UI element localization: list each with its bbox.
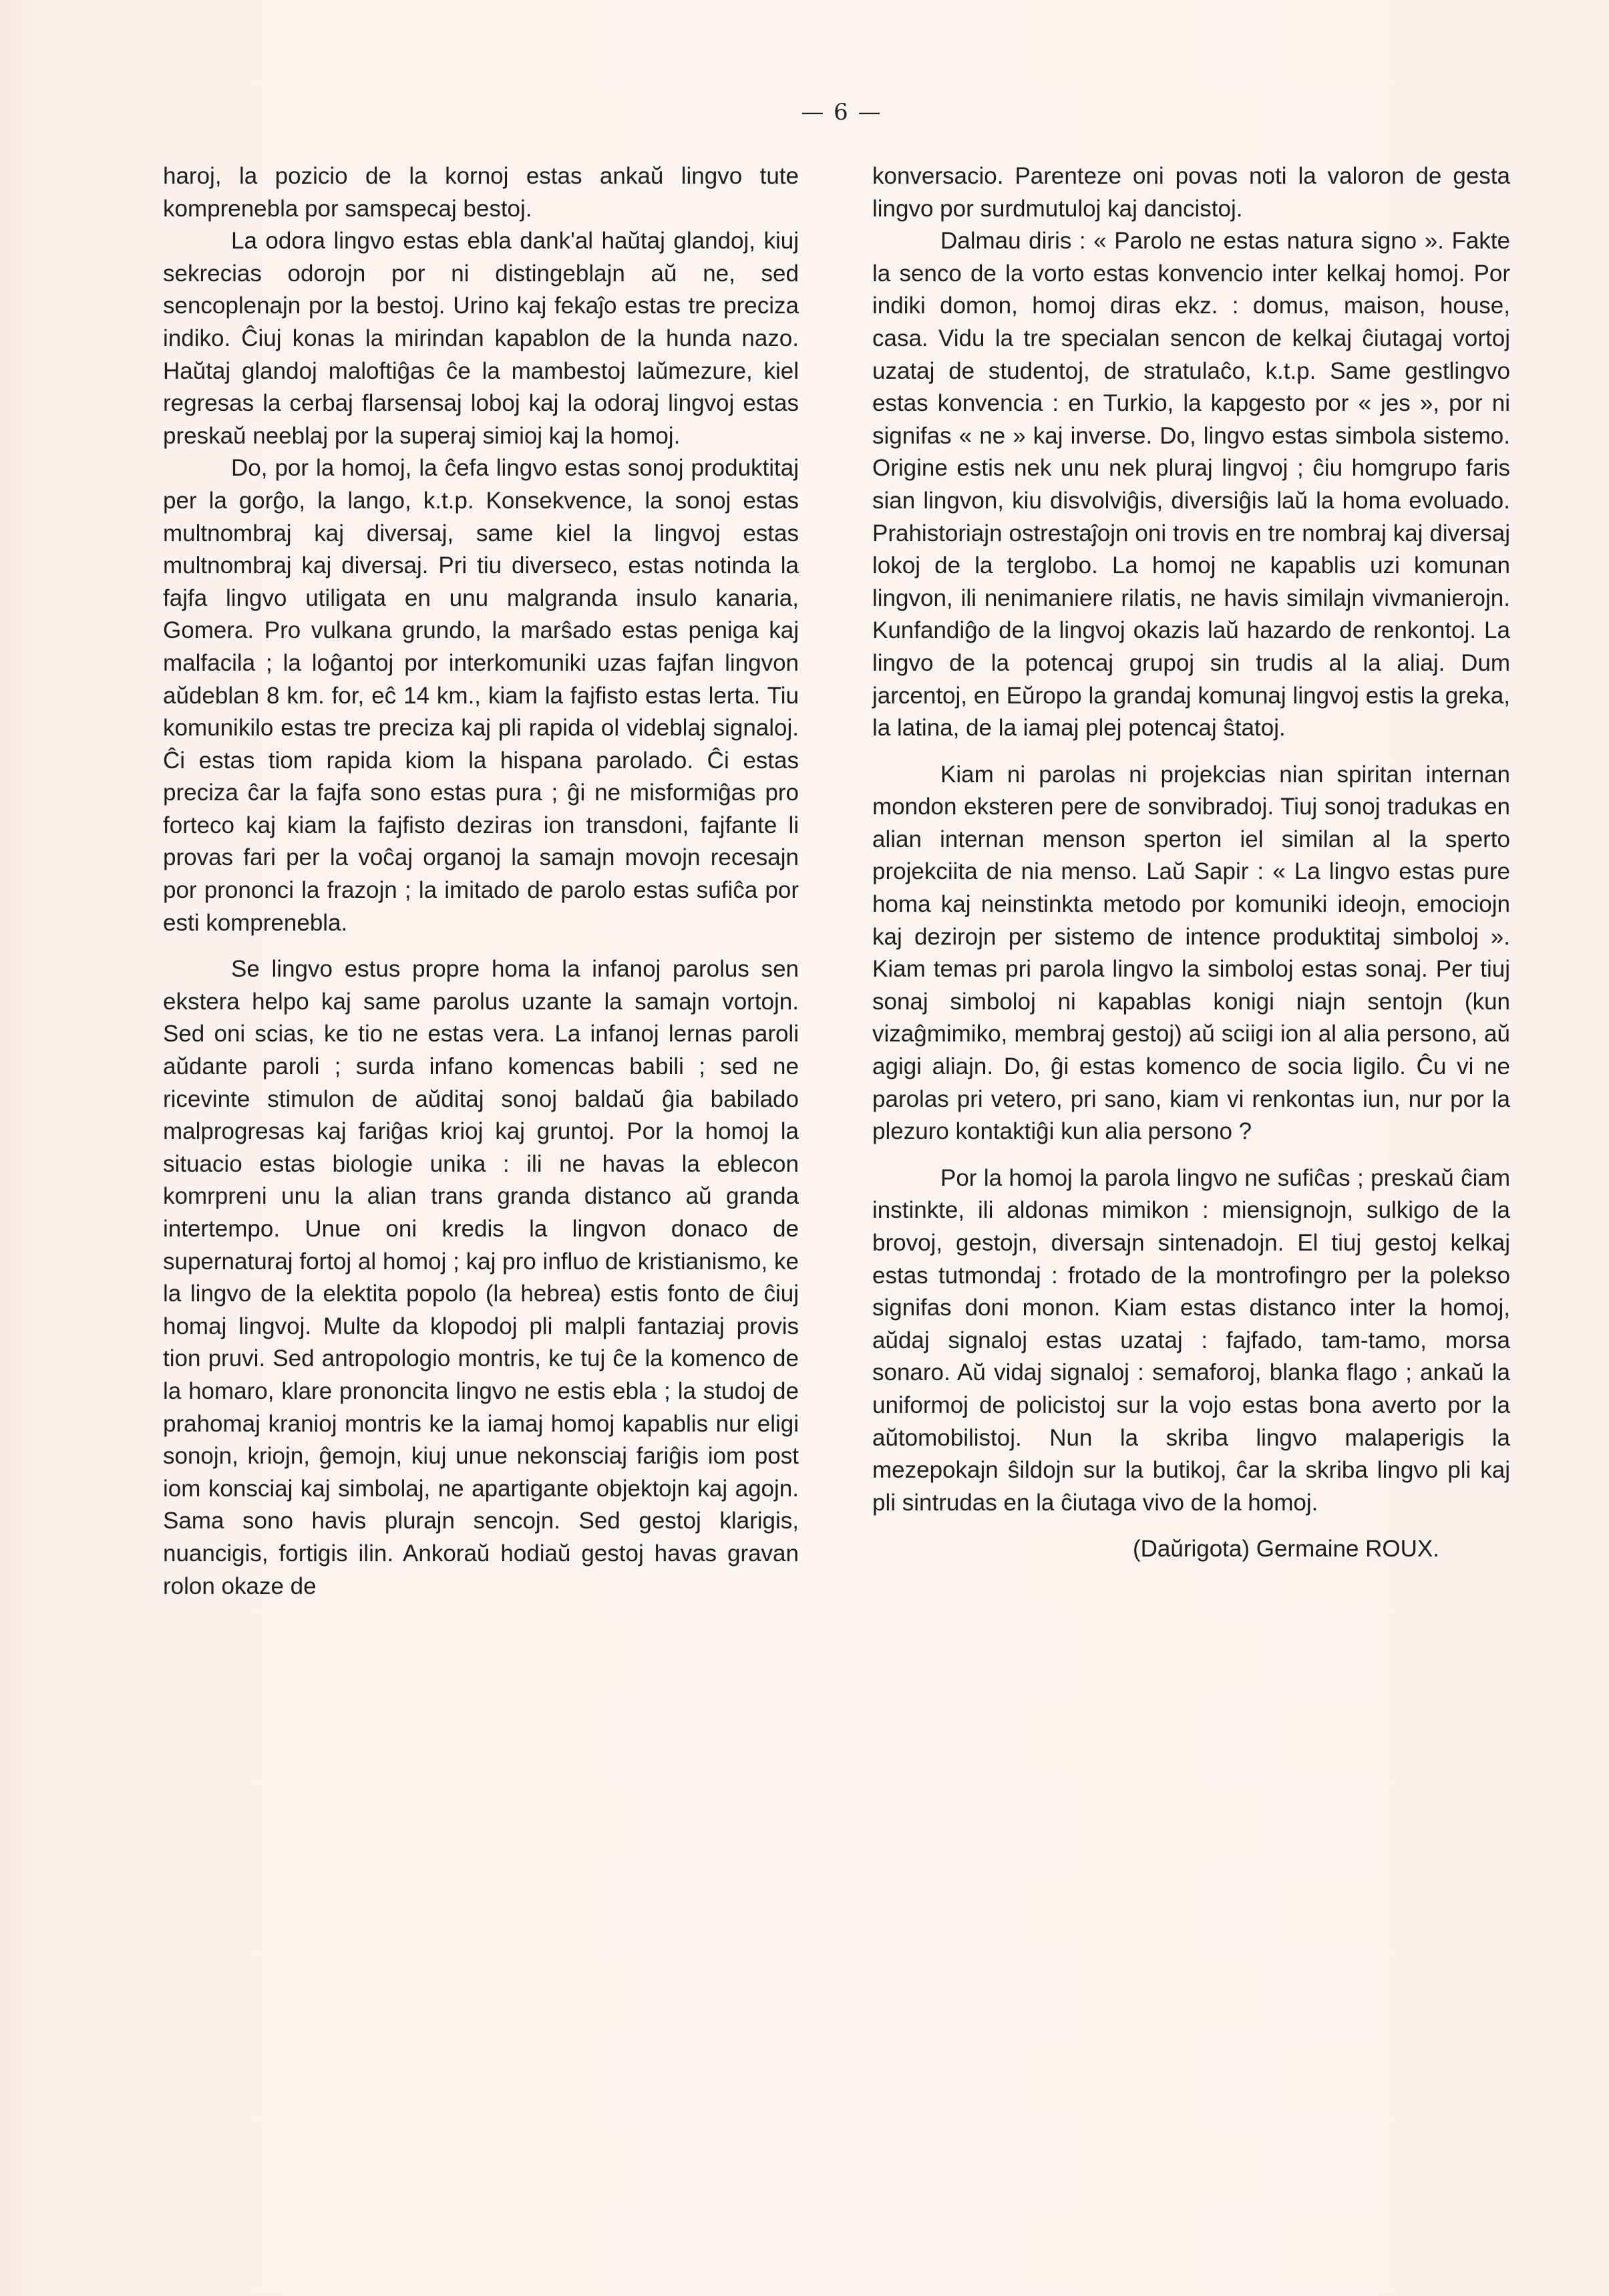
paragraph-1: haroj, la pozicio de la kornoj estas ankaŭ lingvo tute komprenebla por samspecaj bestoj. xyxy=(163,163,799,222)
paragraph-3: Do, por la homoj, la ĉefa lingvo estas sonoj produktitaj per la gorĝo, la lango, k.t.p. Konsekvence, la sonoj estas multnombraj kaj diversaj, same kiel la lingvoj estas multnombraj kaj diversaj. Pri tiu diverseco, estas notinda la fajfa lingvo utiligata en unu malgranda insulo kanaria, Gomera. Pro vulkana grundo, la marŝado estas peniga kaj malfacila ; la loĝantoj por interkomuniki uzas fajfan lingvon aŭdeblan 8 km. for, eĉ 14 km., kiam la fajfisto estas lerta. Tiu komunikilo estas tre preciza kaj pli rapida ol videblaj signaloj. Ĉi estas tiom rapida kiom la hispana parolado. Ĉi estas preciza ĉar la fajfa sono estas pura ; ĝi ne misformiĝas pro forteco kaj kiam la fajfisto deziras ion transdoni, fajfante li provas fari per la voĉaj organoj la samajn movojn recesajn por prononci la frazojn ; la imitado de parolo estas sufiĉa por esti komprenebla. xyxy=(163,455,799,936)
paragraph-8: Por la homoj la parola lingvo ne sufiĉas ; preskaŭ ĉiam instinkte, ili aldonas mimikon : miensignojn, sulkigo de la brovoj, gestojn, diversajn sintenadojn. El tiuj gestoj kelkaj estas tutmondaj : frotado de la montrofingro per la polekso signifas doni monon. Kiam estas distanco inter la homoj, aŭdaj signaloj estas uzataj : fajfado, tam-tamo, morsa sonaro. Aŭ vidaj signaloj : semaforoj, blanka flago ; ankaŭ la uniformoj de policistoj sur la vojo estas bona averto por la aŭtomobilistoj. Nun la skriba lingvo malaperigis la mezepokajn ŝildojn sur la butikoj, ĉar la skriba lingvo pli kaj pli sintrudas en la ĉiutaga vivo de la homoj. xyxy=(872,1164,1510,1516)
paragraph-7: Kiam ni parolas ni projekcias nian spiritan internan mondon eksteren pere de sonvibradoj. Tiuj sonoj tradukas en alian internan menson sperton iel similan al la sperto projekciita de nia menso. Laŭ Sapir : « La lingvo estas pure homa kaj neinstinkta metodo por komuniki ideojn, emociojn kaj dezirojn per sistemo de intence produktitaj simboloj ». Kiam temas pri parola lingvo la simboloj estas sonaj. Per tiuj sonaj simboloj ni kapablas konigi niajn sentojn (kun vizaĝmimiko, membraj gestoj) aŭ sciigi ion al alia persono, aŭ agigi aliajn. Do, ĝi estas komenco de socia ligilo. Ĉu vi ne parolas pri vetero, pri sano, kiam vi renkontas iun, nur por la plezuro kontaktiĝi kun alia persono ? xyxy=(872,761,1510,1145)
right-column xyxy=(872,160,1510,1566)
page-number: — 6 — xyxy=(801,99,882,126)
author-signature: (Daŭrigota) Germaine ROUX. xyxy=(1132,1536,1439,1563)
paragraph-2: La odora lingvo estas ebla dank'al haŭtaj glandoj, kiuj sekrecias odorojn por ni distingeblajn aŭ ne, sed sencoplenajn por la bestoj. Urino kaj fekaĵo estas tre preciza indiko. Ĉiuj konas la mirindan kapablon de la hunda nazo. Haŭtaj glandoj maloftiĝas ĉe la mambestoj laŭmezure, kiel regresas la cerbaj flarsensaj loboj kaj la odoraj lingvoj estas preskaŭ neeblaj por la superaj simioj kaj la homoj. xyxy=(163,228,799,449)
left-column xyxy=(163,160,799,1603)
paragraph-4: Se lingvo estus propre homa la infanoj parolus sen ekstera helpo kaj same parolus uzante la samajn vortojn. Sed oni scias, ke tio ne estas vera. La infanoj lernas paroli aŭdante paroli ; surda infano komencas babili ; sed ne ricevinte stimulon de aŭditaj sonoj baldaŭ ĝia babilado malprogresas kaj fariĝas krioj kaj gruntoj. Por la homoj la situacio estas biologie unika : ili ne havas la eblecon komrpreni unu la alian trans granda distanco aŭ granda intertempo. Unue oni kredis la lingvon donaco de supernaturaj fortoj al homoj ; kaj pro influo de kristianismo, ke la lingvo de la elektita popolo (la hebrea) estis fonto de ĉiuj homaj lingvoj. Multe da klopodoj pli malpli fantaziaj provis tion pruvi. Sed antropologio montris, ke tuj ĉe la komenco de la homaro, klare prononcita lingvo ne estis ebla ; la studoj de prahomaj kranioj montris ke la iamaj homoj kapablis nur eligi sonojn, kriojn, ĝemojn, kiuj unue nekonsciaj fariĝis iom post iom konsciaj kaj simbolaj, ne apartigante objektojn kaj agojn. Sama sono havis plurajn sencojn. Sed gestoj klarigis, nuancigis, fortigis ilin. Ankoraŭ hodiaŭ gestoj havas gravan rolon okaze de xyxy=(163,956,799,1599)
paragraph-6: Dalmau diris : « Parolo ne estas natura signo ». Fakte la senco de la vorto estas konvencio inter kelkaj homoj. Por indiki domon, homoj diras ekz. : domus, maison, house, casa. Vidu la tre specialan sencon de kelkaj ĉiutagaj vortoj uzataj de studentoj, de stratulaĉo, k.t.p. Same gestlingvo estas konvencia : en Turkio, la kapgesto por « jes », por ni signifas « ne » kaj inverse. Do, lingvo estas simbola sistemo. Origine estis nek unu nek pluraj lingvoj ; ĉiu homgrupo faris sian lingvon, kiu disvolviĝis, diversiĝis laŭ la homa evoluado. Prahistoriajn ostrestaĵojn oni trovis en tre nombraj kaj diversaj lokoj de la terglobo. La homoj ne kapablis uzi komunan lingvon, ili nenimaniere rilatis, ne havis similajn vivmanierojn. Kunfandiĝo de la lingvoj okazis laŭ hazardo de renkontoj. La lingvo de la potencaj grupoj sin trudis al la aliaj. Dum jarcentoj, en Eŭropo la grandaj komunaj lingvoj estis la greka, la latina, de la iamaj plej potencaj ŝtatoj. xyxy=(872,228,1510,742)
paragraph-5: konversacio. Parenteze oni povas noti la valoron de gesta lingvo por surdmutuloj kaj dancistoj. xyxy=(872,163,1510,222)
